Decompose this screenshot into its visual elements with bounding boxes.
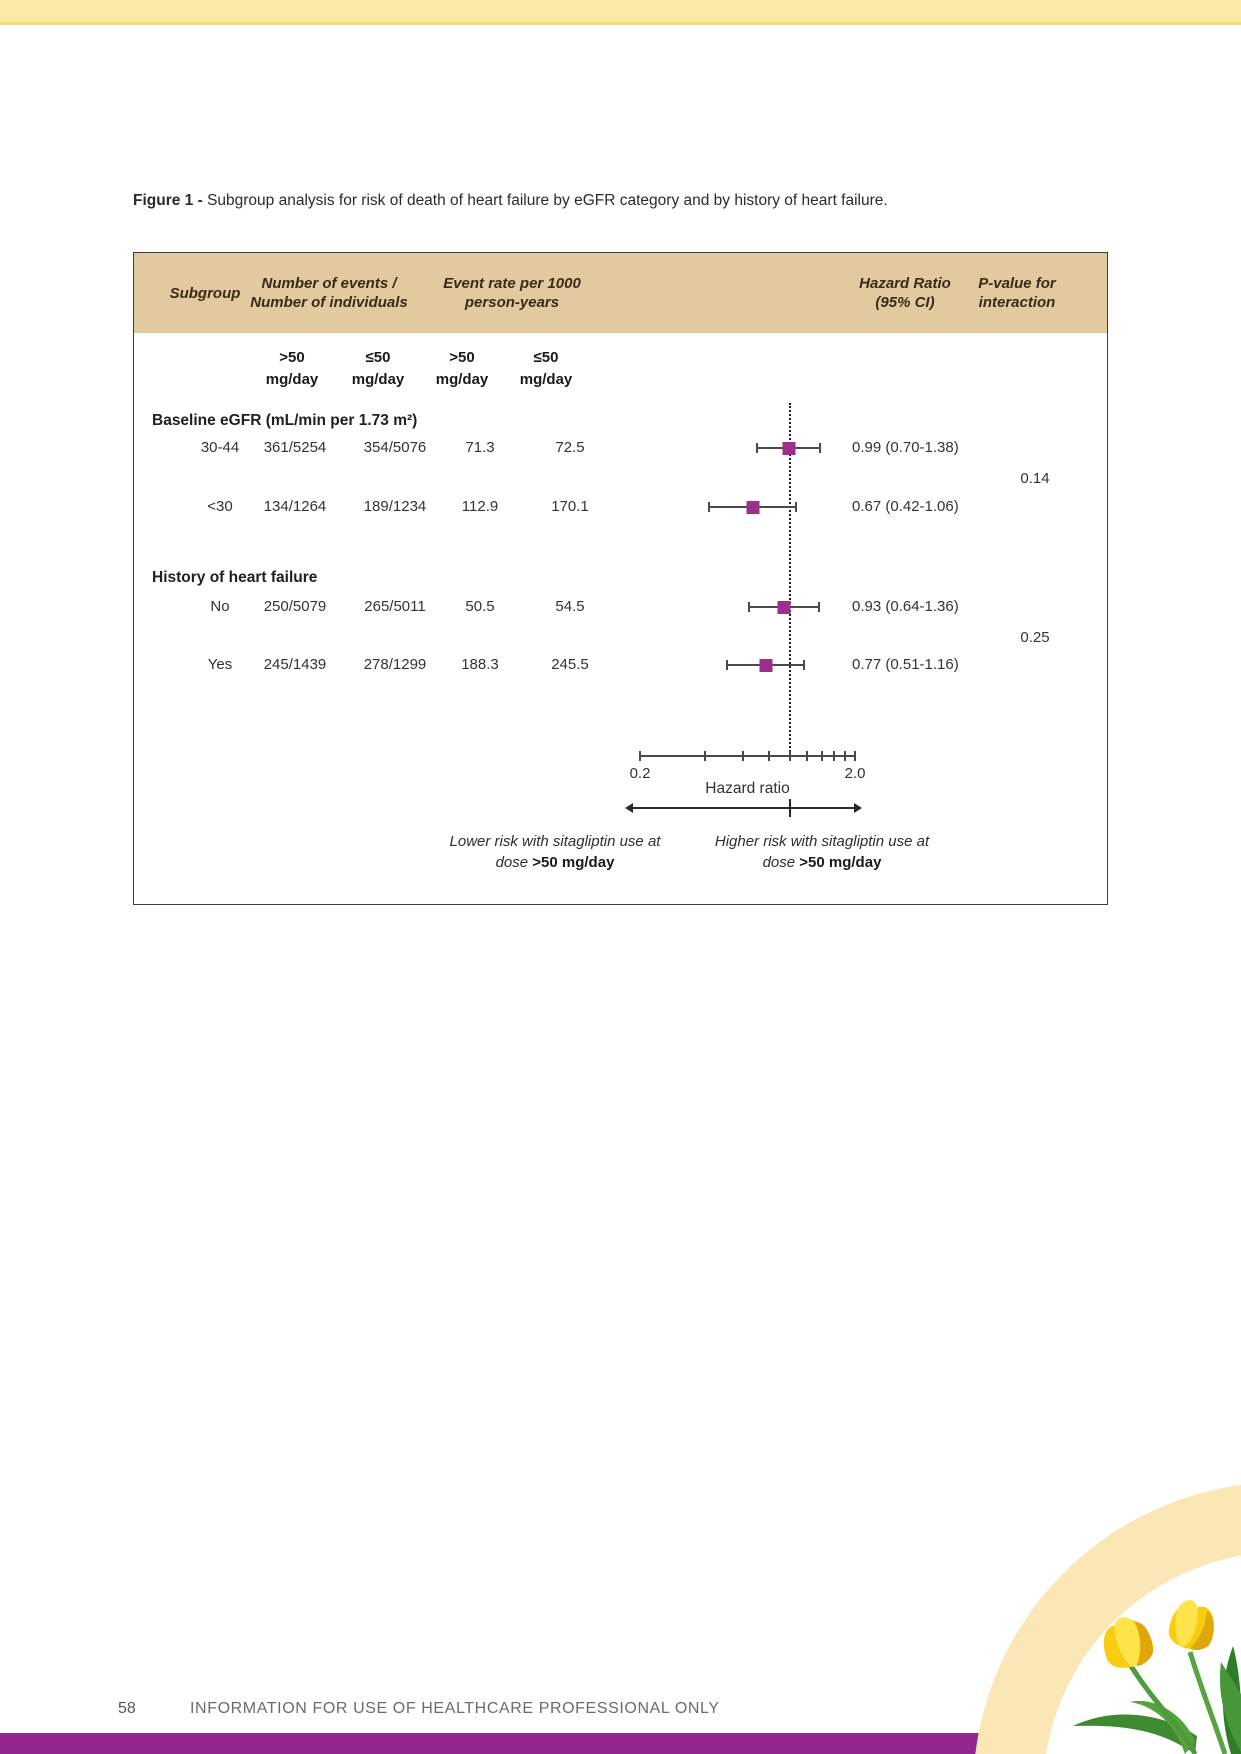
hr-axis-line [640, 755, 855, 757]
forest-ci-marker [640, 654, 855, 676]
dose-subheader-4: ≤50 mg/day [519, 349, 573, 388]
tulip-stem [1131, 1666, 1195, 1754]
footer-text: INFORMATION FOR USE OF HEALTHCARE PROFESSIONAL ONLY [190, 1700, 720, 1717]
figure-caption-label: Figure 1 - [133, 192, 203, 209]
col-header-event-rate: Event rate per 1000 person-years [443, 275, 581, 311]
axis-title: Hazard ratio [705, 780, 790, 797]
annotation-higher-risk: Higher risk with sitagliptin use at dose >50 mg/day [714, 833, 930, 871]
arrow-right-icon [854, 803, 862, 813]
tulips-illustration [1035, 1574, 1241, 1754]
axis-tick-label-min: 0.2 [629, 765, 651, 782]
page-number: 58 [118, 1700, 136, 1717]
col-header-p-value: P-value for interaction [978, 275, 1056, 311]
figure-caption-text: Subgroup analysis for risk of death of heart failure by eGFR category and by history of heart failure. [202, 192, 888, 209]
risk-direction-arrow [625, 799, 862, 817]
table-row: Yes 245/1439 278/1299 188.3 245.5 0.77 (0.51-1.16) [134, 654, 1107, 676]
table-row: <30 134/1264 189/1234 112.9 170.1 0.67 (0.42-1.06) [134, 496, 1107, 518]
tulip-flower [1166, 1597, 1218, 1652]
p-value-interaction: 0.14 [1020, 470, 1050, 487]
col-header-events: Number of events / Number of individuals [250, 275, 408, 311]
table-row: No 250/5079 265/5011 50.5 54.5 0.93 (0.64-1.36) [134, 596, 1107, 618]
figure-box [133, 252, 1108, 905]
top-accent-bar [0, 0, 1241, 25]
table-row: 30-44 361/5254 354/5076 71.3 72.5 0.99 (0.70-1.38) [134, 437, 1107, 459]
forest-ci-marker [640, 596, 855, 618]
figure-caption [133, 192, 1113, 210]
dose-subheader-2: ≤50 mg/day [351, 349, 405, 388]
dose-subheader-3: >50 mg/day [435, 349, 489, 388]
hr-axis [640, 747, 855, 763]
forest-ci-marker [640, 437, 855, 459]
p-value-interaction: 0.25 [1020, 629, 1050, 646]
section-title-heart-failure-history: History of heart failure [152, 569, 318, 586]
section-title-egfr: Baseline eGFR (mL/min per 1.73 m²) [152, 412, 418, 429]
forest-ci-marker [640, 496, 855, 518]
arrow-center-tick [789, 799, 791, 817]
col-header-subgroup: Subgroup [169, 284, 241, 302]
axis-tick-label-max: 2.0 [844, 765, 866, 782]
annotation-lower-risk: Lower risk with sitagliptin use at dose >50 mg/day [449, 833, 661, 871]
dose-subheader-1: >50 mg/day [265, 349, 319, 388]
tulip-flower [1096, 1611, 1158, 1675]
col-header-hazard-ratio: Hazard Ratio (95% CI) [859, 275, 951, 311]
